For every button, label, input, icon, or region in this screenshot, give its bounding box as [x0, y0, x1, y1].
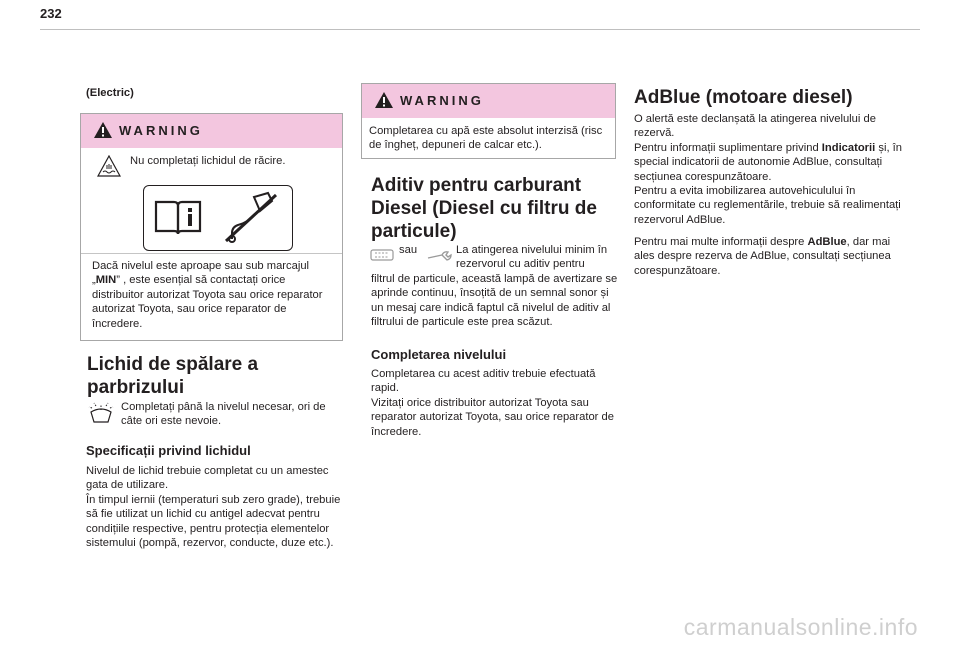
water-warning-box	[361, 83, 616, 159]
additive-text: filtrul de particule, această lampă de avertizare se aprinde continuu, însoțită de un semnal sonor și un mesaj care indică faptul că nivelul de aditiv al filtrului de particule este prea scăzut.	[371, 273, 618, 329]
particle-filter-warning-icon	[369, 248, 395, 262]
coolant-warning-box	[80, 113, 343, 341]
washer-fluid-text: Completați până la nivelul necesar, ori de câte ori este nevoie.	[121, 401, 326, 428]
refill-text: Completarea cu acest aditiv trebuie efectuată rapid. Vizitați orice distribuitor autorizat Toyota sau reparator autorizat Toyota, sau orice reparator de încredere.	[371, 368, 614, 438]
min-text-before: Dacă nivelul este aproape sau sub marcajul „	[92, 260, 310, 287]
additive-text-right: La atingerea nivelului minim în rezervorul cu aditiv pentru	[456, 244, 608, 271]
p2-text-before: Pentru informații suplimentare privind	[634, 142, 822, 154]
washer-fluid-icon	[88, 400, 114, 424]
manual-book-icon	[154, 198, 202, 236]
top-rule	[40, 29, 920, 30]
min-text-after: ” , este esențial să contactați orice distribuitor autorizat Toyota sau orice reparator autorizat Toyota, sau orice reparator de încredere.	[92, 274, 323, 330]
coolant-hot-icon	[97, 155, 121, 177]
adblue-paragraph-2	[634, 141, 904, 184]
warning-separator	[81, 253, 342, 254]
page-number: 232	[40, 6, 62, 21]
service-wrench-icon	[426, 250, 452, 262]
adblue-paragraph-4	[634, 235, 904, 278]
indicators-link-text: Indicatorii	[821, 142, 876, 154]
fluid-spec-heading: Specificații privind lichidul	[86, 443, 251, 458]
warning-title: WARNING	[400, 93, 484, 108]
diesel-additive-heading: Aditiv pentru carburant Diesel (Diesel cu filtru de particule)	[371, 175, 597, 242]
electric-subtitle: (Electric)	[86, 87, 134, 99]
watermark: carmanualsonline.info	[683, 614, 918, 640]
fluid-spec-text: Nivelul de lichid trebuie completat cu un amestec gata de utilizare. În timpul iernii (temperaturi sub zero grade), trebuie să fie utilizat un lichid cu antigel adecvat pentru condițiile respective, pentru protecția elementelor sistemului (pompă, rezervor, conducte, duze etc.).	[86, 465, 341, 550]
p4-text-after: , dar mai ales despre rezerva de AdBlue, consultați secțiunea corespunzătoare.	[634, 236, 891, 277]
manual-no-refill-pictogram	[143, 185, 293, 251]
adblue-paragraph-1: O alertă este declanșată la atingerea nivelului de rezervă.	[634, 113, 876, 140]
min-marker: MIN	[95, 274, 117, 287]
warning-triangle-icon	[93, 121, 113, 139]
p2-text-after: și, în special indicatorii de autonomie AdBlue, consultați secțiunea corespunzătoare.	[634, 142, 902, 183]
or-word: sau	[399, 244, 418, 256]
warning-triangle-icon	[374, 91, 394, 109]
coolant-warning-text: Nu completați lichidul de răcire.	[130, 155, 286, 167]
adblue-paragraph-3: Pentru a evita imobilizarea autovehiculului în conformitate cu reglementările, trebuie să realimentați rezervorul AdBlue.	[634, 185, 901, 226]
refill-heading: Completarea nivelului	[371, 347, 507, 362]
adblue-bold-text: AdBlue	[807, 236, 847, 248]
water-warning-text: Completarea cu apă este absolut interzisă (risc de îngheț, depuneri de calcar etc.).	[369, 125, 603, 152]
washer-fluid-heading: Lichid de spălare a parbrizului	[87, 354, 259, 398]
no-filler-nozzle-icon	[222, 191, 280, 245]
adblue-heading: AdBlue (motoare diesel)	[634, 87, 853, 108]
p4-text-before: Pentru mai multe informații despre	[634, 236, 808, 248]
min-level-paragraph	[92, 259, 336, 331]
warning-title: WARNING	[119, 123, 203, 138]
